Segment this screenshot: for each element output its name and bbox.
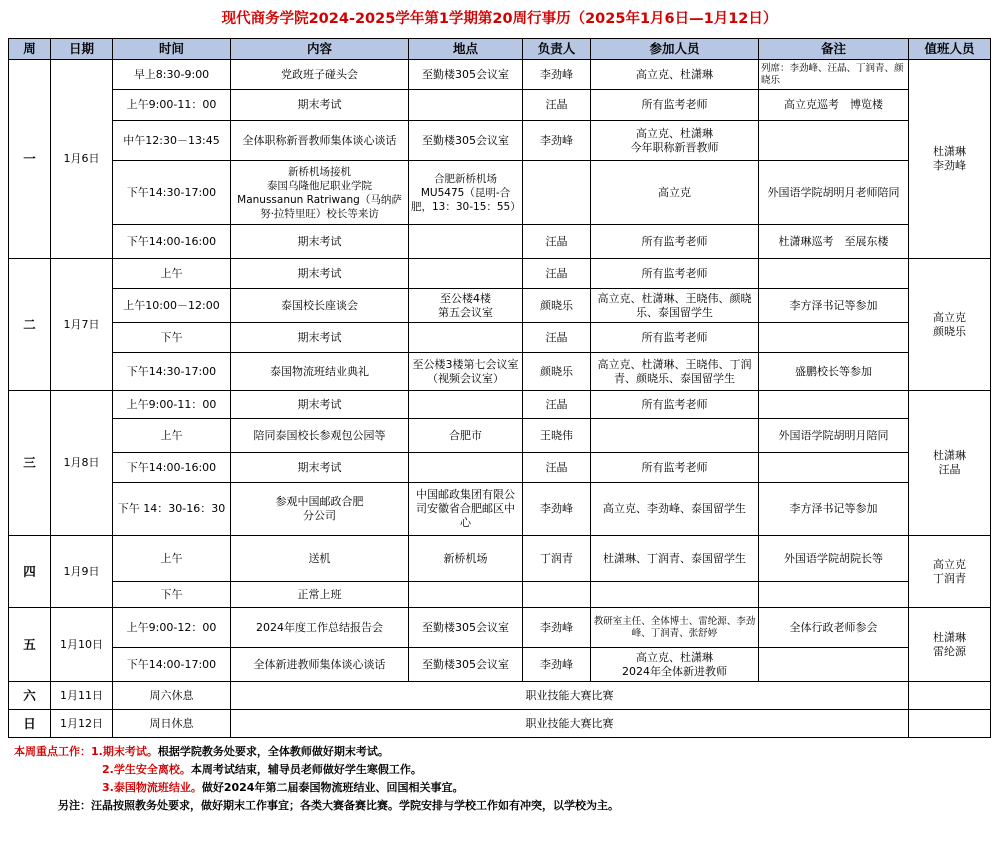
leader-cell: 汪晶 bbox=[523, 391, 591, 419]
note-cell: 外国语学院胡院长等 bbox=[759, 536, 909, 582]
place-cell: 合肥新桥机场 MU5475（昆明-合肥，13：30-15：55） bbox=[409, 161, 523, 225]
content-cell: 期末考试 bbox=[231, 90, 409, 121]
note-cell bbox=[759, 582, 909, 608]
header-place: 地点 bbox=[409, 39, 523, 60]
table-row bbox=[9, 353, 991, 391]
people-cell: 所有监考老师 bbox=[591, 90, 759, 121]
people-cell: 高立克、杜潇琳、王晓伟、颜晓乐、泰国留学生 bbox=[591, 289, 759, 323]
notes-lead: 本周重点工作： bbox=[14, 745, 91, 758]
leader-cell: 李劲峰 bbox=[523, 483, 591, 536]
date-cell: 1月9日 bbox=[51, 536, 113, 608]
content-cell: 陪同泰国校长参观包公园等 bbox=[231, 419, 409, 453]
people-cell: 教研室主任、全体博士、雷纶源、李劲峰、丁润青、张舒婷 bbox=[591, 608, 759, 648]
leader-cell: 李劲峰 bbox=[523, 648, 591, 682]
note-cell: 列席：李劲峰、汪晶、丁润青、颜晓乐 bbox=[759, 60, 909, 90]
leader-cell: 丁润青 bbox=[523, 536, 591, 582]
place-cell: 新桥机场 bbox=[409, 536, 523, 582]
content-cell: 泰国物流班结业典礼 bbox=[231, 353, 409, 391]
place-cell bbox=[409, 453, 523, 483]
place-cell: 至勤楼305会议室 bbox=[409, 648, 523, 682]
week-cell: 二 bbox=[9, 259, 51, 391]
time-cell: 上午10:00－12:00 bbox=[113, 289, 231, 323]
weekly-notes bbox=[8, 740, 990, 816]
time-cell: 周日休息 bbox=[113, 710, 231, 738]
duty-cell: 杜潇琳 汪晶 bbox=[909, 391, 991, 536]
content-cell: 全体新进教师集体谈心谈话 bbox=[231, 648, 409, 682]
duty-cell: 杜潇琳 李劲峰 bbox=[909, 60, 991, 259]
leader-cell: 李劲峰 bbox=[523, 60, 591, 90]
place-cell bbox=[409, 259, 523, 289]
table-row bbox=[9, 536, 991, 582]
note-head: 3.泰国物流班结业。 bbox=[102, 781, 202, 794]
time-cell: 下午14:00-17:00 bbox=[113, 648, 231, 682]
place-cell bbox=[409, 391, 523, 419]
leader-cell: 颜晓乐 bbox=[523, 289, 591, 323]
note-line-3 bbox=[102, 779, 463, 795]
header-note: 备注 bbox=[759, 39, 909, 60]
date-cell: 1月8日 bbox=[51, 391, 113, 536]
header-people: 参加人员 bbox=[591, 39, 759, 60]
note-line-2 bbox=[102, 761, 422, 777]
table-row bbox=[9, 682, 991, 710]
people-cell: 杜潇琳、丁润青、泰国留学生 bbox=[591, 536, 759, 582]
page-title: 现代商务学院2024-2025学年第1学期第20周行事历（2025年1月6日—1月12日） bbox=[221, 11, 778, 27]
table-row bbox=[9, 710, 991, 738]
note-cell: 外国语学院胡明月老师陪同 bbox=[759, 161, 909, 225]
note-line-1 bbox=[14, 743, 389, 759]
note-cell bbox=[759, 391, 909, 419]
time-cell: 上午9:00-11：00 bbox=[113, 90, 231, 121]
time-cell: 下午 14：30-16：30 bbox=[113, 483, 231, 536]
note-cell: 高立克巡考 博览楼 bbox=[759, 90, 909, 121]
time-cell: 下午 bbox=[113, 323, 231, 353]
note-cell: 盛鹏校长等参加 bbox=[759, 353, 909, 391]
table-row bbox=[9, 391, 991, 419]
leader-cell: 汪晶 bbox=[523, 225, 591, 259]
people-cell: 所有监考老师 bbox=[591, 453, 759, 483]
date-cell: 1月6日 bbox=[51, 60, 113, 259]
content-cell: 期末考试 bbox=[231, 259, 409, 289]
table-row bbox=[9, 121, 991, 161]
people-cell: 所有监考老师 bbox=[591, 323, 759, 353]
leader-cell: 王晓伟 bbox=[523, 419, 591, 453]
content-cell: 新桥机场接机 泰国乌隆他尼职业学院 Manussanun Ratriwang（马纳萨努·拉特里旺）校长等来访 bbox=[231, 161, 409, 225]
time-cell: 下午14:00-16:00 bbox=[113, 453, 231, 483]
week-cell: 三 bbox=[9, 391, 51, 536]
note-head: 1.期末考试。 bbox=[91, 745, 158, 758]
table-row bbox=[9, 225, 991, 259]
table-row bbox=[9, 289, 991, 323]
leader-cell: 汪晶 bbox=[523, 259, 591, 289]
place-cell: 至公楼4楼 第五会议室 bbox=[409, 289, 523, 323]
time-cell: 上午9:00-12：00 bbox=[113, 608, 231, 648]
header-week: 周 bbox=[9, 39, 51, 60]
note-cell bbox=[759, 259, 909, 289]
leader-cell: 汪晶 bbox=[523, 90, 591, 121]
table-row bbox=[9, 60, 991, 90]
table-row bbox=[9, 648, 991, 682]
duty-cell: 杜潇琳 雷纶源 bbox=[909, 608, 991, 682]
date-cell: 1月11日 bbox=[51, 682, 113, 710]
time-cell: 上午 bbox=[113, 536, 231, 582]
table-row bbox=[9, 90, 991, 121]
people-cell: 高立克、杜潇琳、王晓伟、丁润青、颜晓乐、泰国留学生 bbox=[591, 353, 759, 391]
time-cell: 中午12:30－13:45 bbox=[113, 121, 231, 161]
table-row bbox=[9, 582, 991, 608]
header-date: 日期 bbox=[51, 39, 113, 60]
people-cell: 所有监考老师 bbox=[591, 391, 759, 419]
time-cell: 周六休息 bbox=[113, 682, 231, 710]
note-cell bbox=[759, 121, 909, 161]
people-cell: 所有监考老师 bbox=[591, 259, 759, 289]
content-cell: 党政班子碰头会 bbox=[231, 60, 409, 90]
note-cell bbox=[759, 648, 909, 682]
people-cell: 高立克 bbox=[591, 161, 759, 225]
place-cell bbox=[409, 90, 523, 121]
people-cell: 高立克、杜潇琳 2024年全体新进教师 bbox=[591, 648, 759, 682]
duty-cell bbox=[909, 682, 991, 710]
leader-cell bbox=[523, 582, 591, 608]
note-text: 本周考试结束，辅导员老师做好学生寒假工作。 bbox=[190, 763, 422, 776]
table-row bbox=[9, 483, 991, 536]
time-cell: 下午14:30-17:00 bbox=[113, 161, 231, 225]
week-cell: 四 bbox=[9, 536, 51, 608]
place-cell: 至公楼3楼第七会议室（视频会议室） bbox=[409, 353, 523, 391]
leader-cell: 李劲峰 bbox=[523, 608, 591, 648]
note-cell: 杜潇琳巡考 至展东楼 bbox=[759, 225, 909, 259]
table-row bbox=[9, 419, 991, 453]
content-cell: 2024年度工作总结报告会 bbox=[231, 608, 409, 648]
header-time: 时间 bbox=[113, 39, 231, 60]
schedule-table bbox=[8, 38, 991, 738]
people-cell: 高立克、李劲峰、泰国留学生 bbox=[591, 483, 759, 536]
place-cell bbox=[409, 323, 523, 353]
people-cell bbox=[591, 582, 759, 608]
header-content: 内容 bbox=[231, 39, 409, 60]
content-cell: 泰国校长座谈会 bbox=[231, 289, 409, 323]
place-cell bbox=[409, 225, 523, 259]
table-row bbox=[9, 453, 991, 483]
time-cell: 下午14:30-17:00 bbox=[113, 353, 231, 391]
people-cell: 高立克、杜潇琳 今年职称新晋教师 bbox=[591, 121, 759, 161]
place-cell: 中国邮政集团有限公司安徽省合肥邮区中心 bbox=[409, 483, 523, 536]
date-cell: 1月12日 bbox=[51, 710, 113, 738]
date-cell: 1月10日 bbox=[51, 608, 113, 682]
content-cell: 期末考试 bbox=[231, 225, 409, 259]
time-cell: 上午9:00-11：00 bbox=[113, 391, 231, 419]
note-cell bbox=[759, 453, 909, 483]
people-cell: 所有监考老师 bbox=[591, 225, 759, 259]
place-cell: 合肥市 bbox=[409, 419, 523, 453]
note-cell: 全体行政老师参会 bbox=[759, 608, 909, 648]
place-cell: 至勤楼305会议室 bbox=[409, 60, 523, 90]
content-cell: 职业技能大赛比赛 bbox=[231, 710, 909, 738]
leader-cell bbox=[523, 161, 591, 225]
leader-cell: 李劲峰 bbox=[523, 121, 591, 161]
time-cell: 下午 bbox=[113, 582, 231, 608]
content-cell: 期末考试 bbox=[231, 453, 409, 483]
place-cell bbox=[409, 582, 523, 608]
table-row bbox=[9, 323, 991, 353]
table-row bbox=[9, 608, 991, 648]
note-cell: 李方泽书记等参加 bbox=[759, 289, 909, 323]
place-cell: 至勤楼305会议室 bbox=[409, 608, 523, 648]
note-cell: 外国语学院胡明月陪同 bbox=[759, 419, 909, 453]
content-cell: 期末考试 bbox=[231, 323, 409, 353]
people-cell bbox=[591, 419, 759, 453]
duty-cell bbox=[909, 710, 991, 738]
header-duty: 值班人员 bbox=[909, 39, 991, 60]
note-head: 2.学生安全离校。 bbox=[102, 763, 191, 776]
content-cell: 期末考试 bbox=[231, 391, 409, 419]
content-cell: 送机 bbox=[231, 536, 409, 582]
header-row bbox=[9, 39, 991, 60]
week-cell: 日 bbox=[9, 710, 51, 738]
note-line-remark: 另注：汪晶按照教务处要求，做好期末工作事宜；各类大赛备赛比赛。学院安排与学校工作如有冲突，以学校为主。 bbox=[58, 799, 619, 812]
time-cell: 下午14:00-16:00 bbox=[113, 225, 231, 259]
week-cell: 六 bbox=[9, 682, 51, 710]
content-cell: 参观中国邮政合肥 分公司 bbox=[231, 483, 409, 536]
week-cell: 五 bbox=[9, 608, 51, 682]
week-cell: 一 bbox=[9, 60, 51, 259]
duty-cell: 高立克 颜晓乐 bbox=[909, 259, 991, 391]
leader-cell: 汪晶 bbox=[523, 453, 591, 483]
place-cell: 至勤楼305会议室 bbox=[409, 121, 523, 161]
leader-cell: 汪晶 bbox=[523, 323, 591, 353]
date-cell: 1月7日 bbox=[51, 259, 113, 391]
note-cell: 李方泽书记等参加 bbox=[759, 483, 909, 536]
leader-cell: 颜晓乐 bbox=[523, 353, 591, 391]
note-cell bbox=[759, 323, 909, 353]
content-cell: 职业技能大赛比赛 bbox=[231, 682, 909, 710]
people-cell: 高立克、杜潇琳 bbox=[591, 60, 759, 90]
duty-cell: 高立克 丁润青 bbox=[909, 536, 991, 608]
content-cell: 正常上班 bbox=[231, 582, 409, 608]
content-cell: 全体职称新晋教师集体谈心谈话 bbox=[231, 121, 409, 161]
time-cell: 上午 bbox=[113, 419, 231, 453]
header-leader: 负责人 bbox=[523, 39, 591, 60]
note-text: 根据学院教务处要求，全体教师做好期末考试。 bbox=[157, 745, 389, 758]
note-text: 做好2024年第二届泰国物流班结业、回国相关事宜。 bbox=[201, 781, 464, 794]
table-row bbox=[9, 161, 991, 225]
table-row bbox=[9, 259, 991, 289]
time-cell: 上午 bbox=[113, 259, 231, 289]
time-cell: 早上8:30-9:00 bbox=[113, 60, 231, 90]
